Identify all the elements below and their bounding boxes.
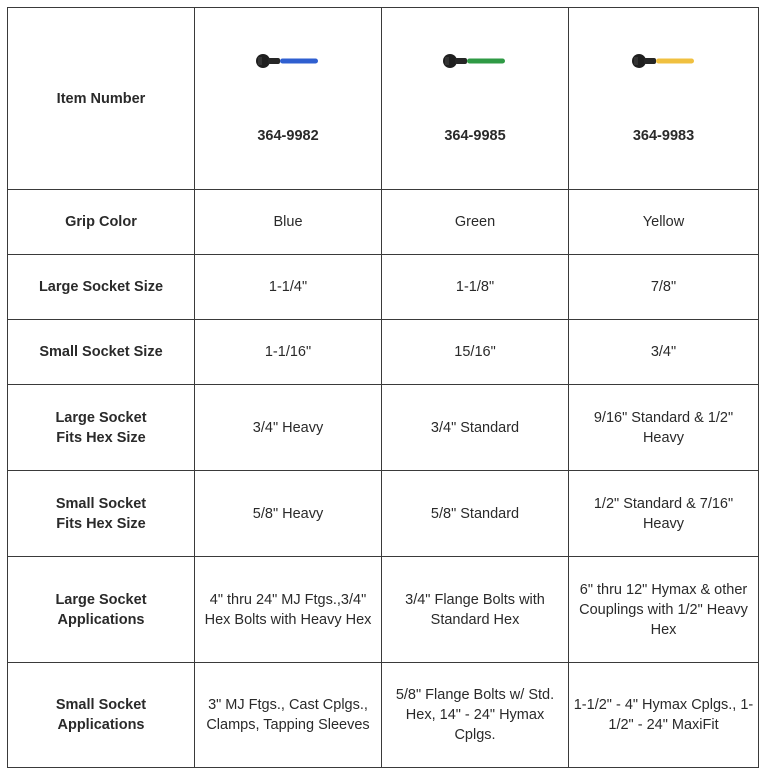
wrench-icon [442, 52, 508, 70]
large-socket-hex-cell: 3/4" Heavy [195, 385, 382, 471]
small-socket-hex-cell: 5/8" Standard [382, 471, 569, 557]
wrench-icon [255, 52, 321, 70]
grip-color-cell: Yellow [569, 190, 759, 255]
row-label-large-socket-hex: Large Socket Fits Hex Size [8, 385, 195, 471]
table-row-small-socket-apps [8, 663, 759, 768]
large-socket-size-cell: 1-1/4" [195, 255, 382, 320]
table-row-large-socket-size [8, 255, 759, 320]
row-label-item-number: Item Number [8, 8, 195, 190]
item-number: 364-9983 [632, 127, 695, 144]
grip-blue [280, 58, 318, 63]
product-cell-2 [569, 8, 759, 190]
wrench-icon [631, 52, 697, 70]
spec-table [7, 7, 759, 768]
small-socket-size-cell: 1-1/16" [195, 320, 382, 385]
row-label-small-socket-size: Small Socket Size [8, 320, 195, 385]
table-row-large-socket-apps [8, 557, 759, 663]
small-socket-apps-cell: 5/8" Flange Bolts w/ Std. Hex, 14" - 24" Hymax Cplgs. [382, 663, 569, 768]
product-cell-1 [382, 8, 569, 190]
large-socket-hex-cell: 9/16" Standard & 1/2" Heavy [569, 385, 759, 471]
row-label-large-socket-size: Large Socket Size [8, 255, 195, 320]
row-label-large-socket-apps: Large Socket Applications [8, 557, 195, 663]
row-label-small-socket-hex: Small Socket Fits Hex Size [8, 471, 195, 557]
large-socket-apps-cell: 6" thru 12" Hymax & other Couplings with 1/2" Heavy Hex [569, 557, 759, 663]
product-cell-0 [195, 8, 382, 190]
small-socket-hex-cell: 1/2" Standard & 7/16" Heavy [569, 471, 759, 557]
grip-color-cell: Green [382, 190, 569, 255]
row-label-grip-color: Grip Color [8, 190, 195, 255]
large-socket-apps-cell: 4" thru 24" MJ Ftgs.,3/4" Hex Bolts with Heavy Hex [195, 557, 382, 663]
table-row-grip-color [8, 190, 759, 255]
small-socket-size-cell: 15/16" [382, 320, 569, 385]
small-socket-apps-cell: 1-1/2" - 4" Hymax Cplgs., 1-1/2" - 24" MaxiFit [569, 663, 759, 768]
grip-yellow [656, 58, 694, 63]
large-socket-size-cell: 1-1/8" [382, 255, 569, 320]
large-socket-hex-cell: 3/4" Standard [382, 385, 569, 471]
small-socket-apps-cell: 3" MJ Ftgs., Cast Cplgs., Clamps, Tapping Sleeves [195, 663, 382, 768]
large-socket-apps-cell: 3/4" Flange Bolts with Standard Hex [382, 557, 569, 663]
grip-color-cell: Blue [195, 190, 382, 255]
table-row-small-socket-size [8, 320, 759, 385]
table-row-item-number [8, 8, 759, 190]
grip-green [467, 58, 505, 63]
small-socket-hex-cell: 5/8" Heavy [195, 471, 382, 557]
item-number: 364-9985 [444, 127, 506, 144]
row-label-small-socket-apps: Small Socket Applications [8, 663, 195, 768]
table-row-small-socket-hex [8, 471, 759, 557]
small-socket-size-cell: 3/4" [569, 320, 759, 385]
item-number: 364-9982 [257, 127, 319, 144]
large-socket-size-cell: 7/8" [569, 255, 759, 320]
table-row-large-socket-hex [8, 385, 759, 471]
